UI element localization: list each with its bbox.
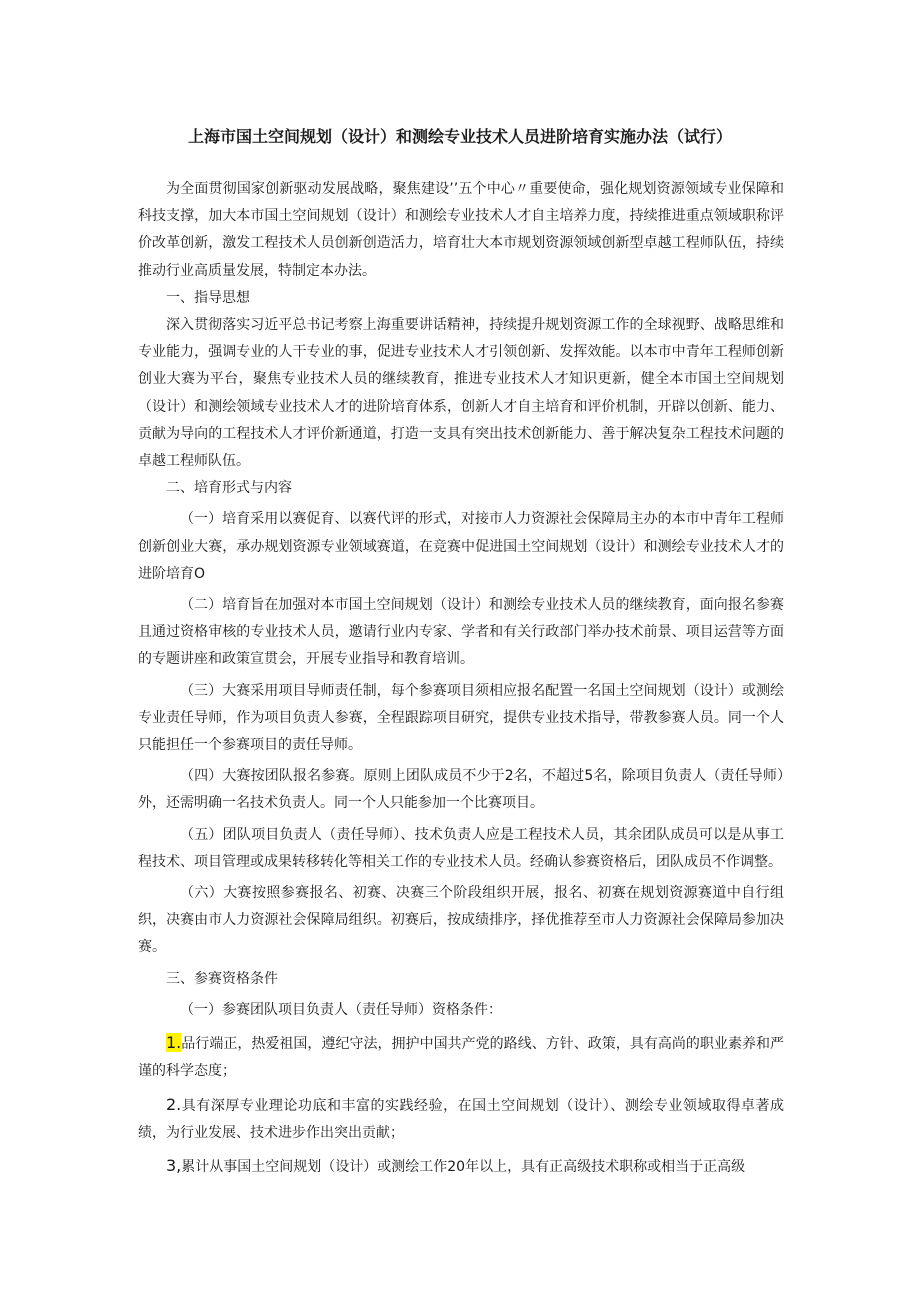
- section-heading-guiding-ideology: 一、指导思想: [166, 289, 250, 306]
- eligibility-item-1: [138, 1029, 784, 1085]
- highlighted-number: 1.: [166, 1033, 182, 1053]
- section-heading-eligibility: 三、参赛资格条件: [166, 970, 278, 987]
- eligibility-item-text: 具有深厚专业理论功底和丰富的实践经验，在国土空间规划（设计）、测绘专业领域取得卓著成绩，为行业发展、技术进步作出突出贡献；: [138, 1097, 784, 1141]
- document-title: 上海市国土空间规划（设计）和测绘专业技术人员进阶培育实施办法（试行）: [187, 127, 732, 146]
- eligibility-item-text: 累计从事国土空间规划（设计）或测绘工作20年以上，具有正高级技术职称或相当于正高级: [181, 1158, 746, 1175]
- cultivation-item-2: （二）培育旨在加强对本市国土空间规划（设计）和测绘专业技术人员的继续教育，面向报名参赛且通过资格审核的专业技术人员，邀请行业内专家、学者和有关行政部门举办技术前景、项目运营等方面的专题讲座和政策宣贯会，开展专业指导和教育培训。: [138, 597, 784, 668]
- document-body: [138, 176, 784, 1181]
- section-heading-cultivation-form: 二、培育形式与内容: [166, 480, 292, 497]
- eligibility-item-2: [138, 1091, 784, 1147]
- item-number: 2.: [166, 1094, 182, 1114]
- eligibility-item-3: [138, 1152, 784, 1181]
- cultivation-item-1: （一）培育采用以赛促育、以赛代评的形式，对接市人力资源社会保障局主办的本市中青年工程师创新创业大赛，承办规划资源专业领域赛道，在竞赛中促进国土空间规划（设计）和测绘专业技术人才的进阶培育O: [138, 511, 784, 582]
- cultivation-item-4: （四）大赛按团队报名参赛。原则上团队成员不少于2名，不超过5名，除项目负责人（责任导师）外，还需明确一名技术负责人。同一个人只能参加一个比赛项目。: [138, 768, 784, 812]
- eligibility-sub-heading: （一）参赛团队项目负责人（责任导师）资格条件：: [180, 1001, 502, 1018]
- section-paragraph-guiding-ideology: 深入贯彻落实习近平总书记考察上海重要讲话精神，持续提升规划资源工作的全球视野、战略思维和专业能力，强调专业的人干专业的事，促进专业技术人才引领创新、发挥效能。以本市中青年工程师创新创业大赛为平台，聚焦专业技术人员的继续教育，推进专业技术人才知识更新，健全本市国土空间规划（设计）和测绘领域专业技术人才的进阶培育体系，创新人才自主培育和评价机制，开辟以创新、能力、贡献为导向的工程技术人才评价新通道，打造一支具有突出技术创新能力、善于解决复杂工程技术问题的卓越工程师队伍。: [138, 317, 784, 470]
- cultivation-item-6: （六）大赛按照参赛报名、初赛、决赛三个阶段组织开展，报名、初赛在规划资源赛道中自行组织，决赛由市人力资源社会保障局组织。初赛后，按成绩排序，择优推荐至市人力资源社会保障局参加决赛。: [138, 885, 784, 956]
- cultivation-item-5: （五）团队项目负责人（责任导师）、技术负责人应是工程技术人员，其余团队成员可以是从事工程技术、项目管理或成果转移转化等相关工作的专业技术人员。经确认参赛资格后，团队成员不作调整。: [138, 826, 784, 870]
- cultivation-item-3: （三）大赛采用项目导师责任制，每个参赛项目须相应报名配置一名国土空间规划（设计）或测绘专业责任导师，作为项目负责人参赛，全程跟踪项目研究，提供专业技术指导，带教参赛人员。同一个人只能担任一个参赛项目的责任导师。: [138, 682, 784, 754]
- item-number: 3,: [166, 1155, 182, 1175]
- eligibility-item-text: 品行端正，热爱祖国，遵纪守法，拥护中国共产党的路线、方针、政策，具有高尚的职业素养和严谨的科学态度；: [138, 1036, 784, 1080]
- intro-paragraph: 为全面贯彻国家创新驱动发展战略，聚焦建设’’五个中心〃重要使命，强化规划资源领域专业保障和科技支撑，加大本市国土空间规划（设计）和测绘专业技术人才自主培养力度，持续推进重点领域职称评价改革创新，激发工程技术人员创新创造活力，培育壮大本市规划资源领域创新型卓越工程师队伍，持续推动行业高质量发展，特制定本办法。: [138, 181, 784, 279]
